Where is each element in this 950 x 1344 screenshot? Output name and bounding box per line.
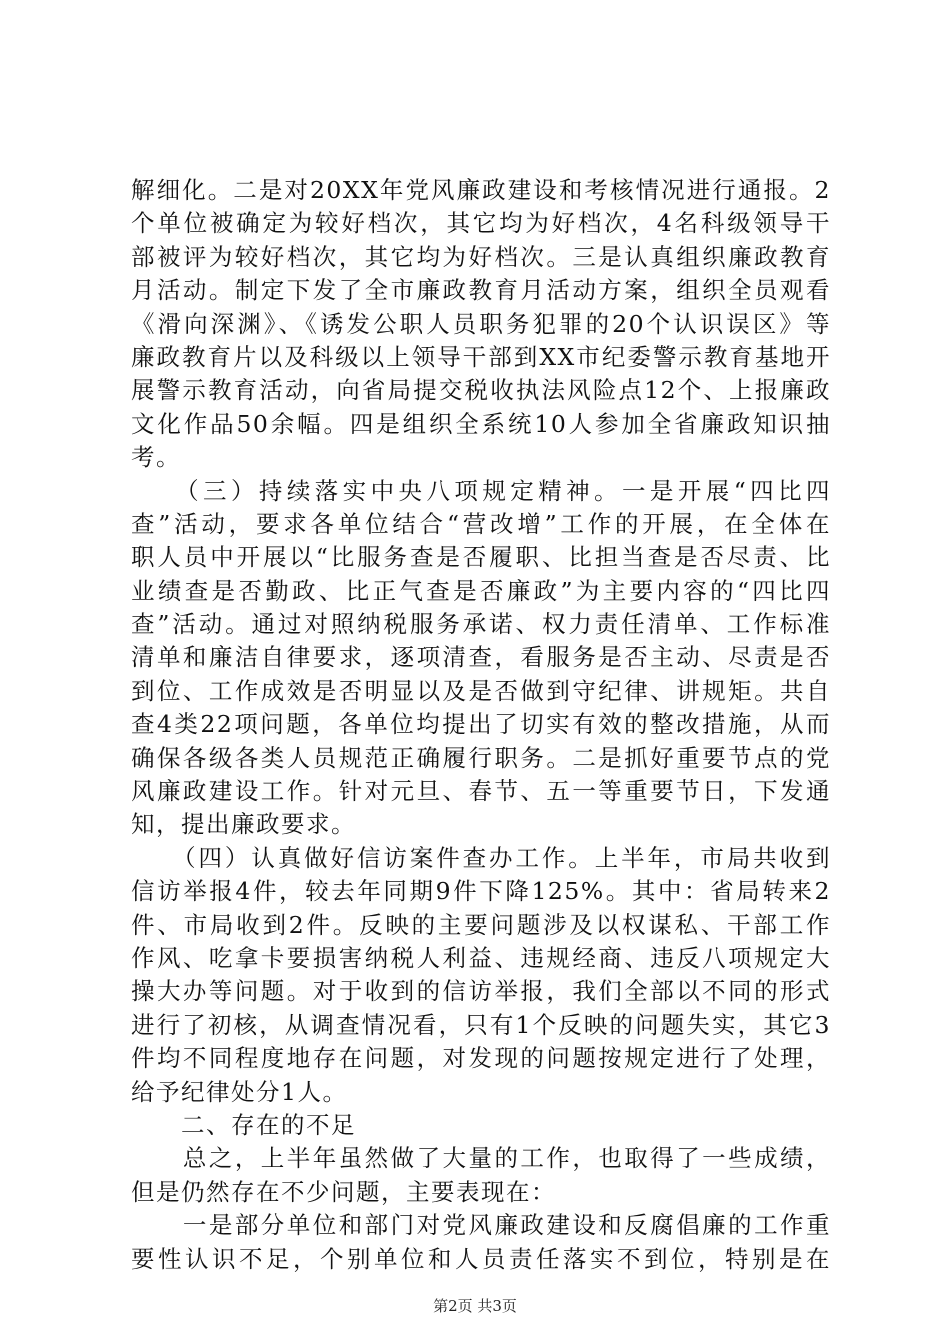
text-line: 到位、工作成效是否明显以及是否做到守纪律、讲规矩。共自: [131, 676, 831, 705]
text-line: （三）持续落实中央八项规定精神。一是开展“四比四: [131, 476, 831, 505]
text-line: 给予纪律处分1人。: [131, 1077, 348, 1106]
text-line: 清单和廉洁自律要求，逐项清查，看服务是否主动、尽责是否: [131, 643, 831, 672]
text-line: 知，提出廉政要求。: [131, 810, 356, 839]
document-body: [131, 174, 831, 1276]
text-line: 件均不同程度地存在问题，对发现的问题按规定进行了处理，: [131, 1044, 831, 1073]
text-line: 一是部分单位和部门对党风廉政建设和反腐倡廉的工作重: [131, 1211, 831, 1240]
text-line: 但是仍然存在不少问题，主要表现在：: [131, 1177, 556, 1206]
text-line: 月活动。制定下发了全市廉政教育月活动方案，组织全员观看: [131, 276, 831, 305]
text-line: 业绩查是否勤政、比正气查是否廉政”为主要内容的“四比四: [131, 576, 831, 605]
text-line: 件、市局收到2件。反映的主要问题涉及以权谋私、干部工作: [131, 910, 831, 939]
text-line: 二、存在的不足: [131, 1110, 356, 1139]
text-line: 展警示教育活动，向省局提交税收执法风险点12个、上报廉政: [131, 376, 831, 405]
text-line: 要性认识不足，个别单位和人员责任落实不到位，特别是在: [131, 1244, 831, 1273]
text-line: 进行了初核，从调查情况看，只有1个反映的问题失实，其它3: [131, 1010, 831, 1039]
text-line: 廉政教育片以及科级以上领导干部到XX市纪委警示教育基地开: [131, 342, 831, 371]
text-line: 查4类22项问题，各单位均提出了切实有效的整改措施，从而: [131, 710, 831, 739]
text-line: 查”活动，要求各单位结合“营改增”工作的开展，在全体在: [131, 509, 831, 538]
text-line: 总之，上半年虽然做了大量的工作，也取得了一些成绩，: [131, 1144, 831, 1173]
text-line: 职人员中开展以“比服务查是否履职、比担当查是否尽责、比: [131, 543, 831, 572]
text-line: 考。: [131, 443, 181, 472]
text-line: 《滑向深渊》、《诱发公职人员职务犯罪的20个认识误区》等: [131, 309, 831, 338]
text-line: 解细化。二是对20XX年党风廉政建设和考核情况进行通报。2: [131, 176, 831, 204]
text-line: 个单位被确定为较好档次，其它均为好档次，4名科级领导干: [131, 209, 831, 238]
text-line: 查”活动。通过对照纳税服务承诺、权力责任清单、工作标准: [131, 610, 831, 639]
text-line: 风廉政建设工作。针对元旦、春节、五一等重要节日，下发通: [131, 777, 831, 806]
text-line: 信访举报4件，较去年同期9件下降125%。其中：省局转来2: [131, 877, 831, 906]
text-line: （四）认真做好信访案件查办工作。上半年，市局共收到: [131, 843, 831, 872]
text-line: 作风、吃拿卡要损害纳税人利益、违规经商、违反八项规定大: [131, 943, 831, 972]
text-line: 确保各级各类人员规范正确履行职务。二是抓好重要节点的党: [131, 743, 831, 772]
page-footer: 第2页 共3页: [433, 1297, 517, 1315]
text-line: 部被评为较好档次，其它均为好档次。三是认真组织廉政教育: [131, 242, 831, 271]
text-line: 文化作品50余幅。四是组织全系统10人参加全省廉政知识抽: [131, 409, 831, 438]
text-line: 操大办等问题。对于收到的信访举报，我们全部以不同的形式: [131, 977, 831, 1006]
